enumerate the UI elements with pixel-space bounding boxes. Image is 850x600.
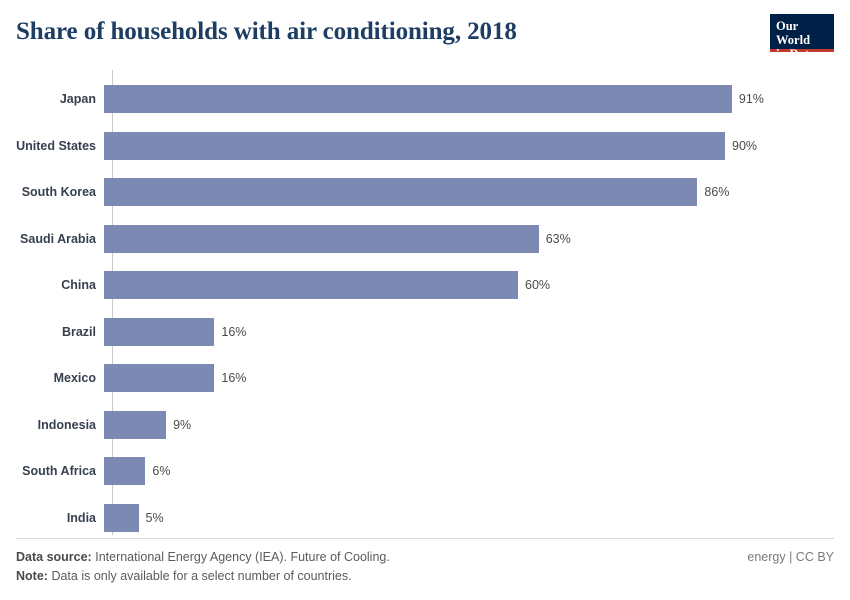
footer-note-line bbox=[16, 567, 834, 586]
bar-rows bbox=[0, 76, 850, 541]
bar[interactable] bbox=[104, 318, 214, 346]
bar[interactable] bbox=[104, 457, 145, 485]
bar-chart bbox=[0, 70, 850, 535]
bar-value-label: 16% bbox=[221, 324, 247, 339]
bar[interactable] bbox=[104, 85, 732, 113]
bar-row bbox=[0, 123, 850, 170]
bar-category-label: India bbox=[66, 510, 96, 525]
bar-track bbox=[104, 262, 850, 309]
bar-category-label: South Africa bbox=[22, 464, 96, 479]
bar-category-label: United States bbox=[16, 138, 96, 153]
bar[interactable] bbox=[104, 504, 139, 532]
owid-logo[interactable] bbox=[770, 14, 834, 61]
bar[interactable] bbox=[104, 132, 725, 160]
bar-track bbox=[104, 402, 850, 449]
bar-value-label: 6% bbox=[152, 464, 171, 479]
bar-row bbox=[0, 355, 850, 402]
source-label: Data source: bbox=[16, 550, 92, 564]
bar-track bbox=[104, 309, 850, 356]
bar-value-label: 91% bbox=[738, 92, 764, 107]
bar-row bbox=[0, 76, 850, 123]
bar[interactable] bbox=[104, 225, 539, 253]
bar-row bbox=[0, 495, 850, 542]
bar-value-label: 16% bbox=[221, 371, 247, 386]
bar-value-label: 5% bbox=[145, 510, 164, 525]
bar-category-label: China bbox=[61, 278, 96, 293]
bar-track bbox=[104, 123, 850, 170]
logo-line-2: in Data bbox=[776, 47, 816, 61]
bar-value-label: 63% bbox=[545, 231, 571, 246]
bar-category-label: Indonesia bbox=[37, 417, 96, 432]
bar-value-label: 9% bbox=[173, 417, 192, 432]
bar-value-label: 86% bbox=[704, 185, 730, 200]
bar-track bbox=[104, 76, 850, 123]
bar-track bbox=[104, 355, 850, 402]
bar-row bbox=[0, 262, 850, 309]
bar[interactable] bbox=[104, 178, 697, 206]
note-label: Note: bbox=[16, 569, 48, 583]
bar-value-label: 60% bbox=[525, 278, 551, 293]
bar-category-label: South Korea bbox=[21, 185, 96, 200]
bar-track bbox=[104, 448, 850, 495]
bar[interactable] bbox=[104, 411, 166, 439]
bar-category-label: Saudi Arabia bbox=[20, 231, 96, 246]
bar[interactable] bbox=[104, 271, 518, 299]
bar-track bbox=[104, 169, 850, 216]
page-title: Share of households with air conditioning, 2018 bbox=[16, 18, 517, 45]
chart-footer bbox=[16, 538, 834, 586]
footer-source-line bbox=[16, 548, 834, 567]
bar-row bbox=[0, 448, 850, 495]
chart-header bbox=[16, 14, 834, 61]
bar-row bbox=[0, 169, 850, 216]
bar-track bbox=[104, 216, 850, 263]
attribution-text: energy | CC BY bbox=[747, 550, 834, 564]
bar-row bbox=[0, 402, 850, 449]
bar-category-label: Mexico bbox=[53, 371, 96, 386]
bar-row bbox=[0, 309, 850, 356]
bar[interactable] bbox=[104, 364, 214, 392]
bar-row bbox=[0, 216, 850, 263]
bar-track bbox=[104, 495, 850, 542]
bar-value-label: 90% bbox=[732, 138, 758, 153]
note-text: Data is only available for a select number of countries. bbox=[51, 569, 352, 583]
bar-category-label: Brazil bbox=[61, 324, 96, 339]
source-text: International Energy Agency (IEA). Future of Cooling. bbox=[95, 550, 390, 564]
logo-line-1: Our World bbox=[776, 19, 811, 47]
bar-category-label: Japan bbox=[59, 92, 96, 107]
